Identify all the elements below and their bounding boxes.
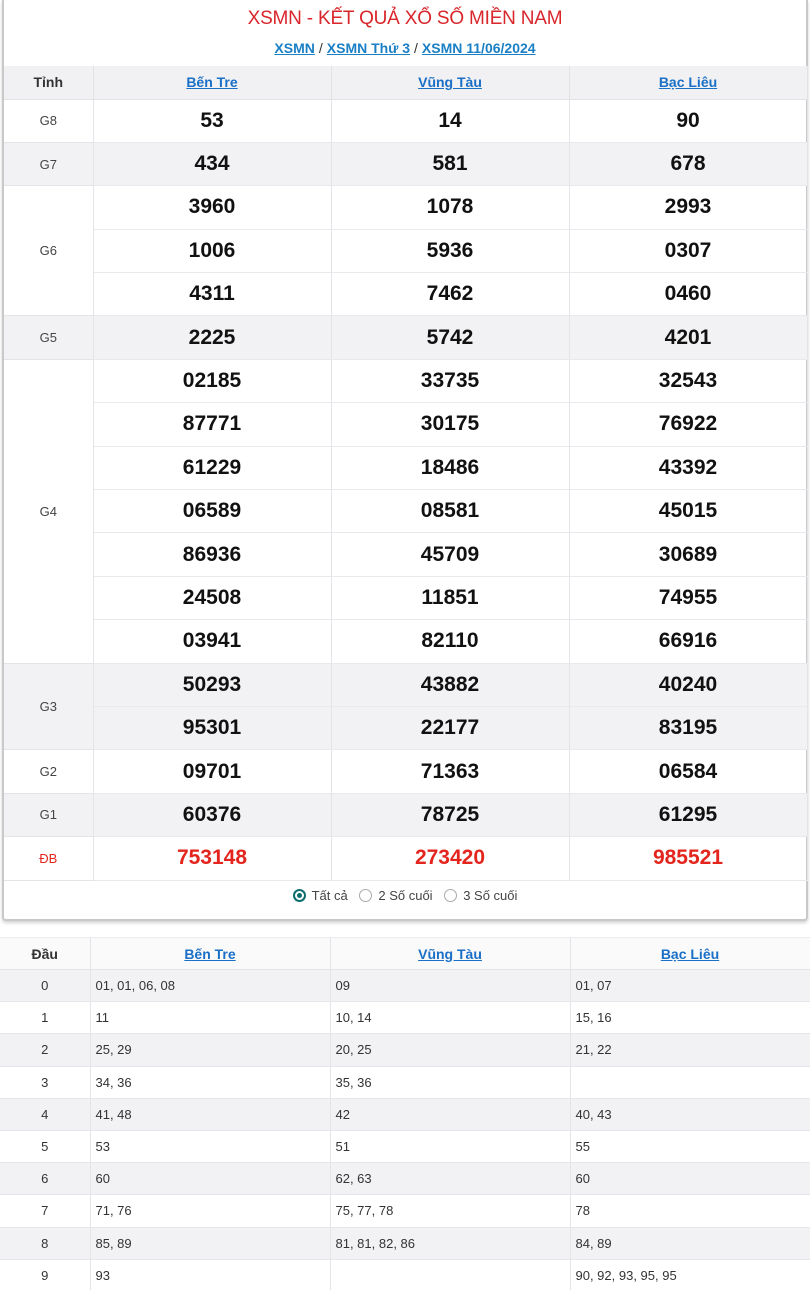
prize-number: 22177	[331, 706, 569, 749]
head-digit: 2	[0, 1034, 90, 1066]
head-digit-row	[0, 1163, 810, 1195]
prize-number: 985521	[569, 837, 807, 880]
prize-number: 32543	[569, 359, 807, 402]
head-digit: 6	[0, 1163, 90, 1195]
prize-row	[4, 273, 807, 316]
prize-row	[4, 706, 807, 749]
filter-3-digits-radio[interactable]: 3 Số cuối	[444, 888, 517, 903]
results-card	[2, 0, 808, 921]
breadcrumb-xsmn-date[interactable]: XSMN 11/06/2024	[421, 40, 536, 56]
prize-row	[4, 186, 807, 229]
prize-number: 33735	[331, 359, 569, 402]
head-digit: 8	[0, 1227, 90, 1259]
tail-numbers: 01, 07	[570, 970, 810, 1002]
tail-numbers: 01, 01, 06, 08	[90, 970, 330, 1002]
head-digit-row	[0, 1098, 810, 1130]
prize-row	[4, 620, 807, 663]
province-link-ben-tre[interactable]: Bến Tre	[184, 945, 236, 962]
head-digit-row	[0, 1066, 810, 1098]
digit-filter	[4, 888, 806, 905]
prize-row	[4, 316, 807, 359]
tail-numbers: 75, 77, 78	[330, 1195, 570, 1227]
filter-2-digits-radio[interactable]: 2 Số cuối	[359, 888, 432, 903]
prize-number: 40240	[569, 663, 807, 706]
prize-row	[4, 490, 807, 533]
prize-number: 0460	[569, 273, 807, 316]
tail-numbers: 15, 16	[570, 1002, 810, 1034]
prize-number: 78725	[331, 793, 569, 836]
prize-row	[4, 663, 807, 706]
tail-numbers: 51	[330, 1130, 570, 1162]
radio-icon[interactable]	[359, 889, 372, 902]
head-digit: 1	[0, 1002, 90, 1034]
prize-number: 86936	[93, 533, 331, 576]
prize-row	[4, 533, 807, 576]
tail-numbers: 25, 29	[90, 1034, 330, 1066]
head-digit: 3	[0, 1066, 90, 1098]
tail-numbers: 10, 14	[330, 1002, 570, 1034]
province-link-vung-tau[interactable]: Vũng Tàu	[418, 74, 482, 91]
prize-number: 7462	[331, 273, 569, 316]
prize-number: 0307	[569, 229, 807, 272]
prize-number: 30689	[569, 533, 807, 576]
prize-number: 61229	[93, 446, 331, 489]
prize-number: 5936	[331, 229, 569, 272]
province-link-bac-lieu[interactable]: Bạc Liêu	[660, 945, 720, 962]
filter-all-radio[interactable]: Tất cả	[293, 888, 348, 903]
breadcrumb-xsmn-thu3[interactable]: XSMN Thứ 3	[326, 40, 411, 56]
prize-number: 5742	[331, 316, 569, 359]
tail-numbers	[330, 1259, 570, 1290]
prize-number: 02185	[93, 359, 331, 402]
prize-number: 18486	[331, 446, 569, 489]
prize-row	[4, 750, 807, 793]
tail-numbers: 85, 89	[90, 1227, 330, 1259]
head-digit-row	[0, 1227, 810, 1259]
tail-numbers: 20, 25	[330, 1034, 570, 1066]
tail-numbers: 41, 48	[90, 1098, 330, 1130]
prize-number: 14	[331, 99, 569, 142]
prize-row	[4, 837, 807, 880]
prize-number: 2225	[93, 316, 331, 359]
prize-number: 03941	[93, 620, 331, 663]
prize-number: 08581	[331, 490, 569, 533]
head-digit-row	[0, 1034, 810, 1066]
tail-numbers: 34, 36	[90, 1066, 330, 1098]
head-digit: 7	[0, 1195, 90, 1227]
tail-numbers: 84, 89	[570, 1227, 810, 1259]
head-digit: 5	[0, 1130, 90, 1162]
prize-number: 53	[93, 99, 331, 142]
prize-number: 43392	[569, 446, 807, 489]
prize-number: 11851	[331, 576, 569, 619]
prize-number: 678	[569, 142, 807, 185]
prize-number: 60376	[93, 793, 331, 836]
head-digit: 4	[0, 1098, 90, 1130]
prize-label: G6	[4, 186, 93, 316]
prize-label: ĐB	[4, 837, 93, 880]
province-link-bac-lieu[interactable]: Bạc Liêu	[658, 74, 718, 91]
tail-numbers: 40, 43	[570, 1098, 810, 1130]
prize-number: 3960	[93, 186, 331, 229]
prize-number: 1078	[331, 186, 569, 229]
page-title: XSMN - KẾT QUẢ XỔ SỐ MIỀN NAM	[247, 8, 563, 29]
prize-row	[4, 99, 807, 142]
head-digit-row	[0, 1002, 810, 1034]
head-digit-row	[0, 970, 810, 1002]
prize-number: 434	[93, 142, 331, 185]
prize-number: 06584	[569, 750, 807, 793]
tail-numbers: 60	[570, 1163, 810, 1195]
breadcrumb-xsmn[interactable]: XSMN	[274, 40, 315, 56]
results-table	[4, 66, 808, 881]
head-label-header: Đầu	[0, 938, 90, 970]
prize-number: 581	[331, 142, 569, 185]
prize-number: 74955	[569, 576, 807, 619]
tail-numbers: 81, 81, 82, 86	[330, 1227, 570, 1259]
radio-icon[interactable]	[444, 889, 457, 902]
prize-number: 95301	[93, 706, 331, 749]
province-link-ben-tre[interactable]: Bến Tre	[186, 74, 238, 91]
prize-label: G7	[4, 142, 93, 185]
tail-numbers: 71, 76	[90, 1195, 330, 1227]
tail-numbers: 21, 22	[570, 1034, 810, 1066]
prize-label: G5	[4, 316, 93, 359]
prize-number: 87771	[93, 403, 331, 446]
prize-number: 43882	[331, 663, 569, 706]
prize-label: G4	[4, 359, 93, 663]
prize-row	[4, 793, 807, 836]
prize-label: G3	[4, 663, 93, 750]
prize-number: 76922	[569, 403, 807, 446]
head-digit-row	[0, 1130, 810, 1162]
prize-number: 45709	[331, 533, 569, 576]
prize-row	[4, 142, 807, 185]
prize-number: 06589	[93, 490, 331, 533]
prize-row	[4, 229, 807, 272]
prize-number: 45015	[569, 490, 807, 533]
prize-number: 50293	[93, 663, 331, 706]
head-digit-row	[0, 1195, 810, 1227]
prize-number: 90	[569, 99, 807, 142]
prize-number: 61295	[569, 793, 807, 836]
prize-number: 2993	[569, 186, 807, 229]
prize-label: G8	[4, 99, 93, 142]
prize-number: 4201	[569, 316, 807, 359]
prize-row	[4, 576, 807, 619]
radio-selected-icon[interactable]	[293, 889, 306, 902]
prize-number: 71363	[331, 750, 569, 793]
tail-numbers: 35, 36	[330, 1066, 570, 1098]
head-digit: 9	[0, 1259, 90, 1290]
prize-number: 273420	[331, 837, 569, 880]
prize-row	[4, 446, 807, 489]
prize-number: 24508	[93, 576, 331, 619]
head-digit-row	[0, 1259, 810, 1290]
tail-numbers	[570, 1066, 810, 1098]
prize-label: G1	[4, 793, 93, 836]
prize-number: 83195	[569, 706, 807, 749]
tail-numbers: 09	[330, 970, 570, 1002]
head-digit: 0	[0, 970, 90, 1002]
tail-numbers: 60	[90, 1163, 330, 1195]
prize-number: 30175	[331, 403, 569, 446]
breadcrumb: XSMN / XSMN Thứ 3 / XSMN 11/06/2024	[274, 40, 536, 56]
prize-row	[4, 403, 807, 446]
tail-numbers: 62, 63	[330, 1163, 570, 1195]
tail-numbers: 55	[570, 1130, 810, 1162]
prize-row	[4, 359, 807, 402]
tail-numbers: 53	[90, 1130, 330, 1162]
tail-numbers: 11	[90, 1002, 330, 1034]
prize-number: 1006	[93, 229, 331, 272]
prize-label: G2	[4, 750, 93, 793]
prize-number: 66916	[569, 620, 807, 663]
tail-numbers: 93	[90, 1259, 330, 1290]
province-label-header: Tỉnh	[4, 66, 93, 99]
province-link-vung-tau[interactable]: Vũng Tàu	[418, 945, 482, 962]
tail-numbers: 42	[330, 1098, 570, 1130]
prize-number: 753148	[93, 837, 331, 880]
prize-number: 82110	[331, 620, 569, 663]
tail-numbers: 90, 92, 93, 95, 95	[570, 1259, 810, 1290]
tail-numbers: 78	[570, 1195, 810, 1227]
head-digit-table	[0, 937, 810, 1290]
prize-number: 4311	[93, 273, 331, 316]
prize-number: 09701	[93, 750, 331, 793]
